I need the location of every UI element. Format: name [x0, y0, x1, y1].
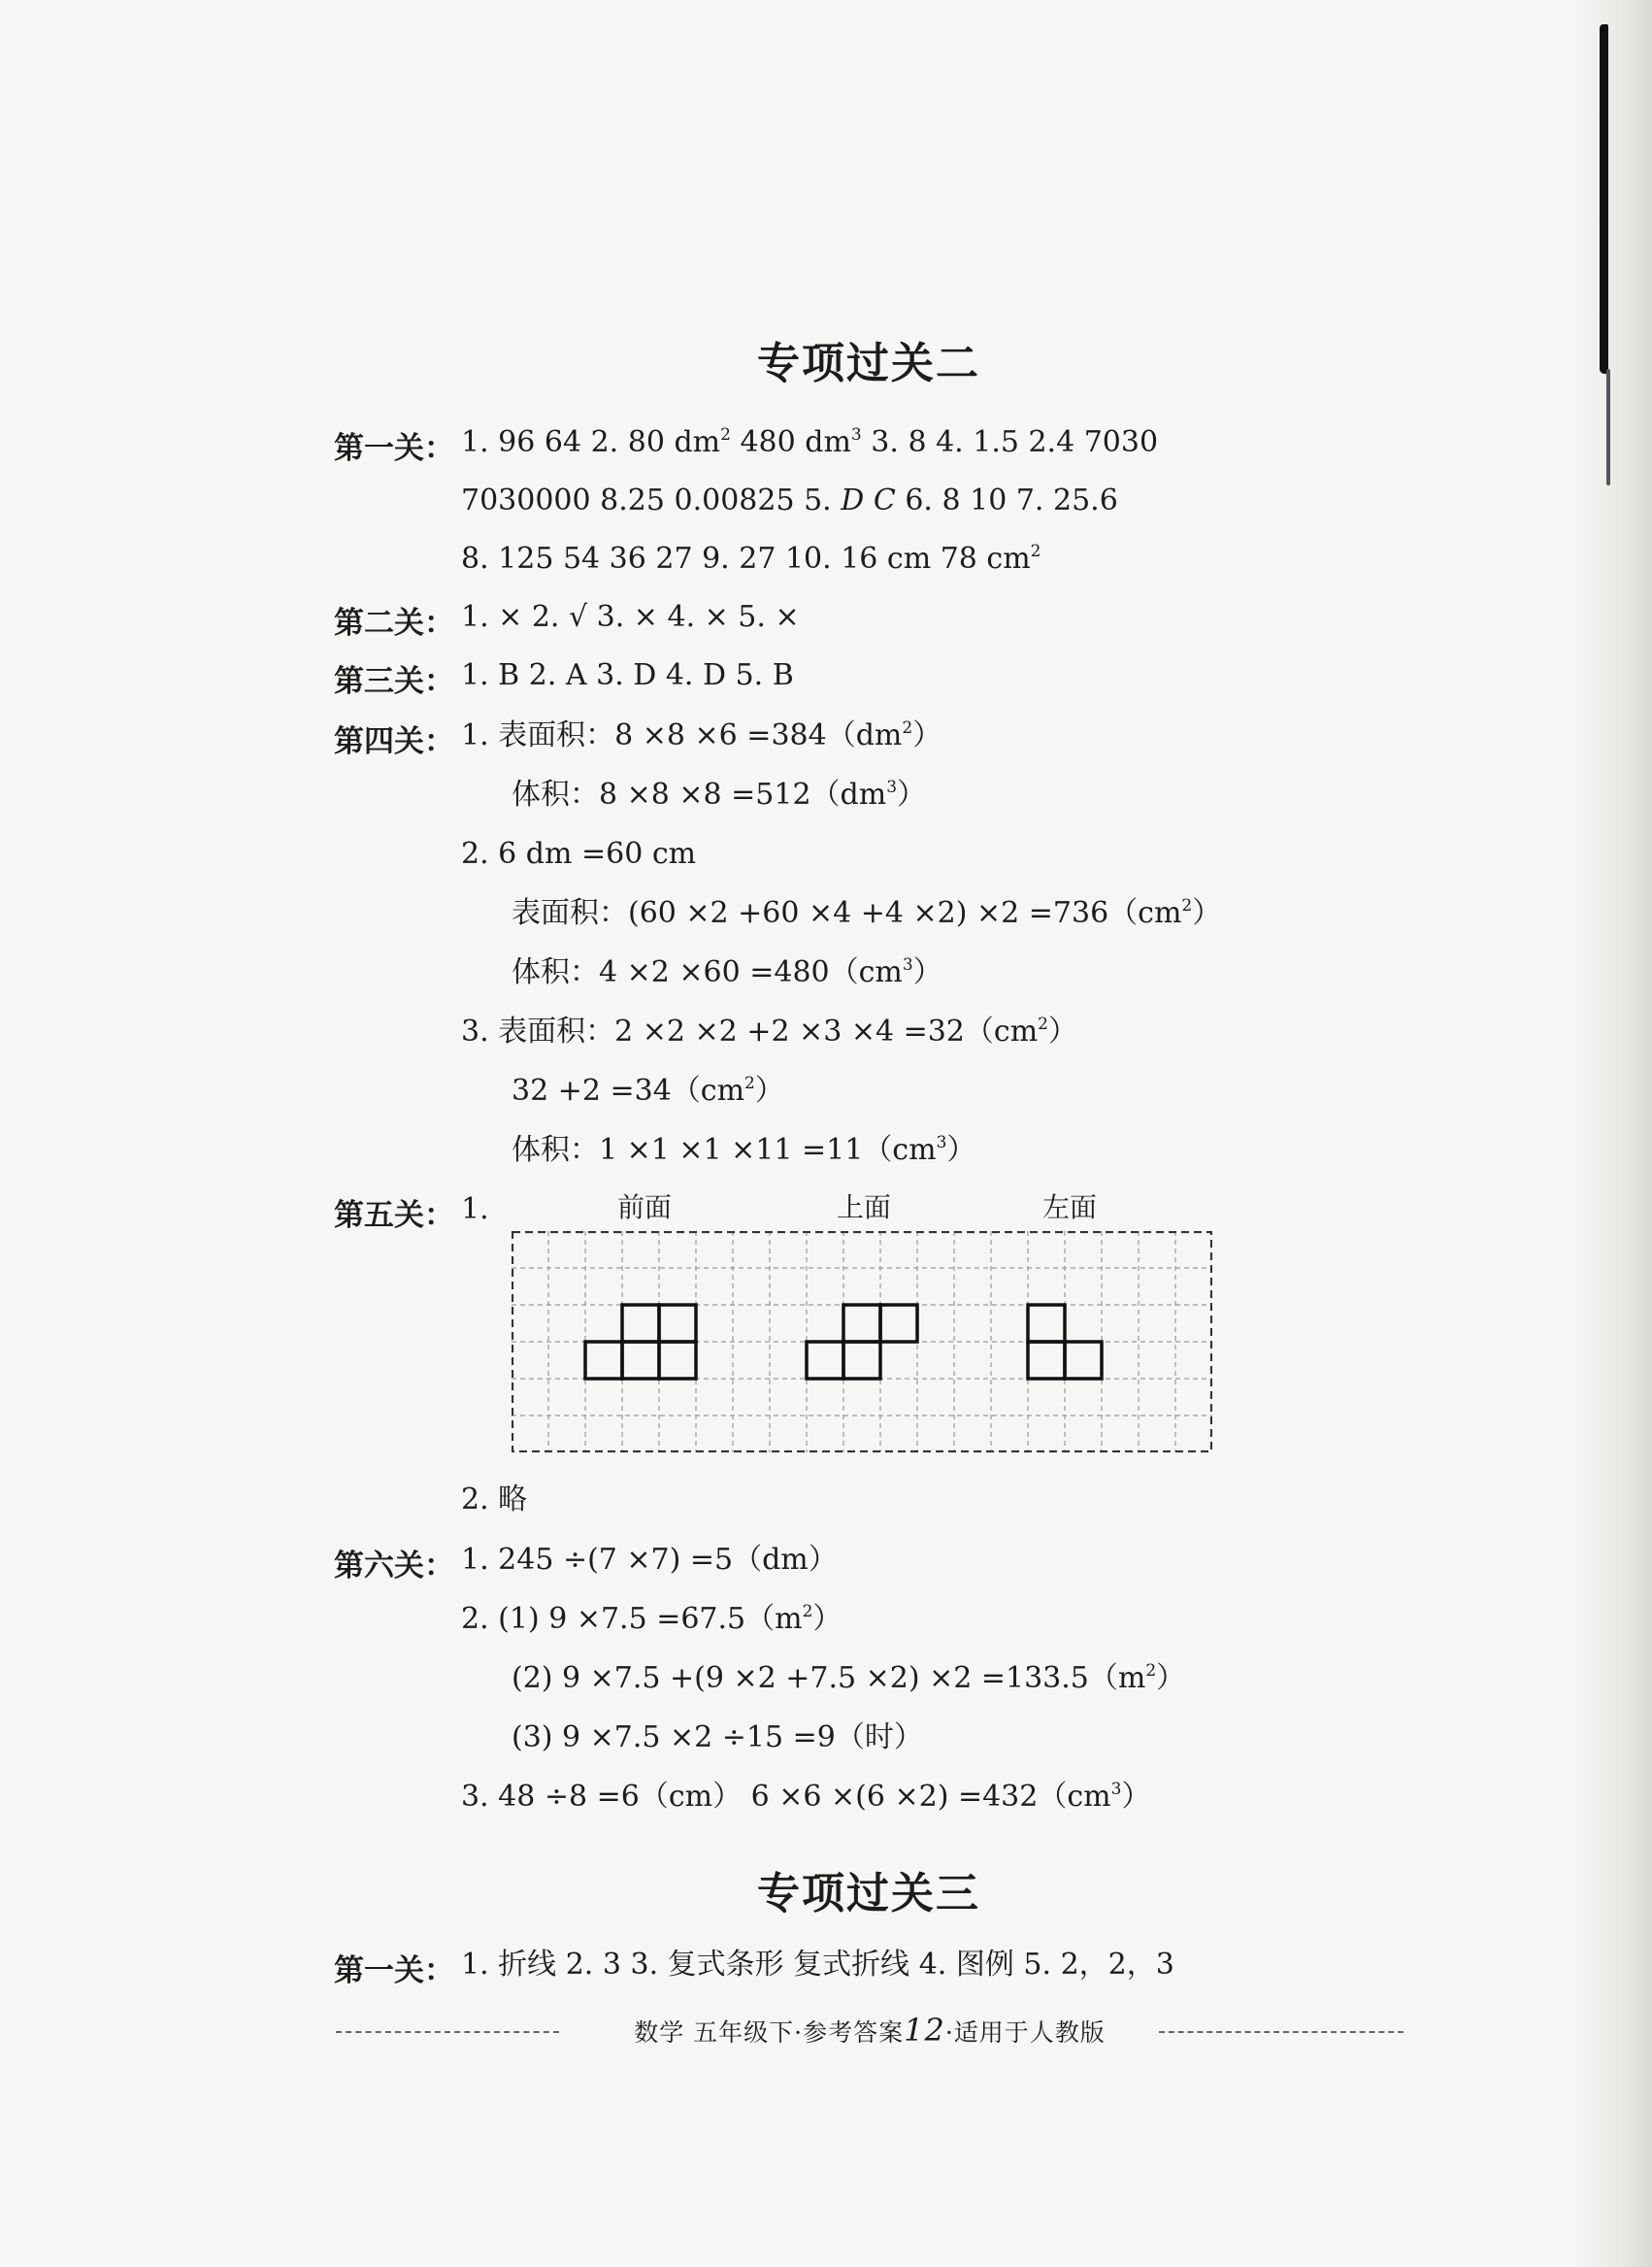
level-6-line-4: (3) 9 ×7.5 ×2 ÷15 =9（时） [512, 1720, 923, 1754]
level-4-line-2: 体积：$8 \times 8 \times 8 =512(dm^3)$ [512, 778, 927, 812]
level-6-line-1: 1. 245 ÷(7 ×7) =5（dm） [461, 1543, 838, 1577]
page-footer [336, 2012, 1404, 2050]
level-1-label: 第一关： [334, 431, 454, 466]
view-label-top: 上面 [837, 1191, 892, 1223]
level-4-line-5: 体积：$4 \times 2 \times 60 =480(cm^3)$ [512, 955, 942, 989]
level-4-label: 第四关： [334, 724, 454, 759]
top-view-shape [807, 1305, 917, 1379]
level-1-line-3: 8. 125 54 36 27 9. 27 10. 16 cm 78 $cm^2$ [461, 542, 1041, 576]
level-4-line-4: 表面积：$(60 \times 2 +60 \times 4 +4 \times 2) \times 2 =736(cm^2)$ [512, 896, 1222, 930]
scan-edge-mark [1600, 24, 1608, 374]
level-5-item-2: 2. 略 [461, 1483, 528, 1517]
level-2-label: 第二关： [334, 606, 454, 641]
level-4-line-8: 体积：$1 \times 1 \times 1 \times 11 =11(cm^3)$ [512, 1133, 976, 1167]
level-5-label: 第五关： [334, 1198, 454, 1233]
left-view-shape [1028, 1305, 1102, 1379]
level-5-item-1: 1. [461, 1192, 489, 1226]
front-view-shape [585, 1305, 696, 1379]
level-4-line-3: 2. 6 dm =60 cm [461, 837, 697, 871]
level-3-answers: 1. B 2. A 3. D 4. D 5. B [461, 658, 794, 692]
level-4-line-1: 1. 表面积：$8 \times 8 \times 6 =384(dm^2)$ [461, 718, 942, 752]
section-3-level-1-label: 第一关： [334, 1953, 454, 1988]
level-6-label: 第六关： [334, 1549, 454, 1584]
level-4-line-6: 3. 表面积：$2 \times 2 \times 2 +2 \times 3 \times 4 =32(cm^2)$ [461, 1015, 1077, 1049]
view-label-left: 左面 [1042, 1191, 1098, 1223]
level-3-label: 第三关： [334, 664, 454, 699]
level-6-line-3: (2) $9 \times 7.5 +(9 \times 2 +7.5 \times 2) \times 2 =133.5(m^2)$ [512, 1661, 1186, 1695]
three-view-grid-svg [512, 1231, 1212, 1452]
level-2-answers: 1. × 2. √ 3. × 4. × 5. × [461, 600, 800, 634]
section-title-2: 专项过关二 [757, 339, 980, 388]
view-label-front: 前面 [617, 1191, 673, 1223]
section-title-3: 专项过关三 [757, 1869, 980, 1918]
level-6-line-2: 2. (1) $9 \times 7.5 =67.5(m^2)$ [461, 1602, 843, 1636]
level-6-line-5: 3. 48 ÷8 =6（cm） $6 \times 6 \times(6 \times 2) =432(cm^3)$ [461, 1780, 1151, 1814]
level-1-line-2: 7030000 8.25 0.00825 5. D C 6. 8 10 7. 25.6 [461, 483, 1118, 517]
level-1-line-1: 1. 96 64 2. 80 $dm^2$ 480 $dm^3$ 3. 8 4. 1.5 2.4 7030 [461, 425, 1159, 459]
page-number: 12 [904, 2012, 945, 2049]
three-view-grid [512, 1231, 1212, 1452]
section-3-level-1-answers: 1. 折线 2. 3 3. 复式条形 复式折线 4. 图例 5. 2，2，3 [461, 1948, 1174, 1982]
footer-text: 数学 五年级下·参考答案12·适用于人教版 [336, 2012, 1404, 2049]
level-4-line-7: $32 +2 =34(cm^2)$ [512, 1074, 784, 1108]
